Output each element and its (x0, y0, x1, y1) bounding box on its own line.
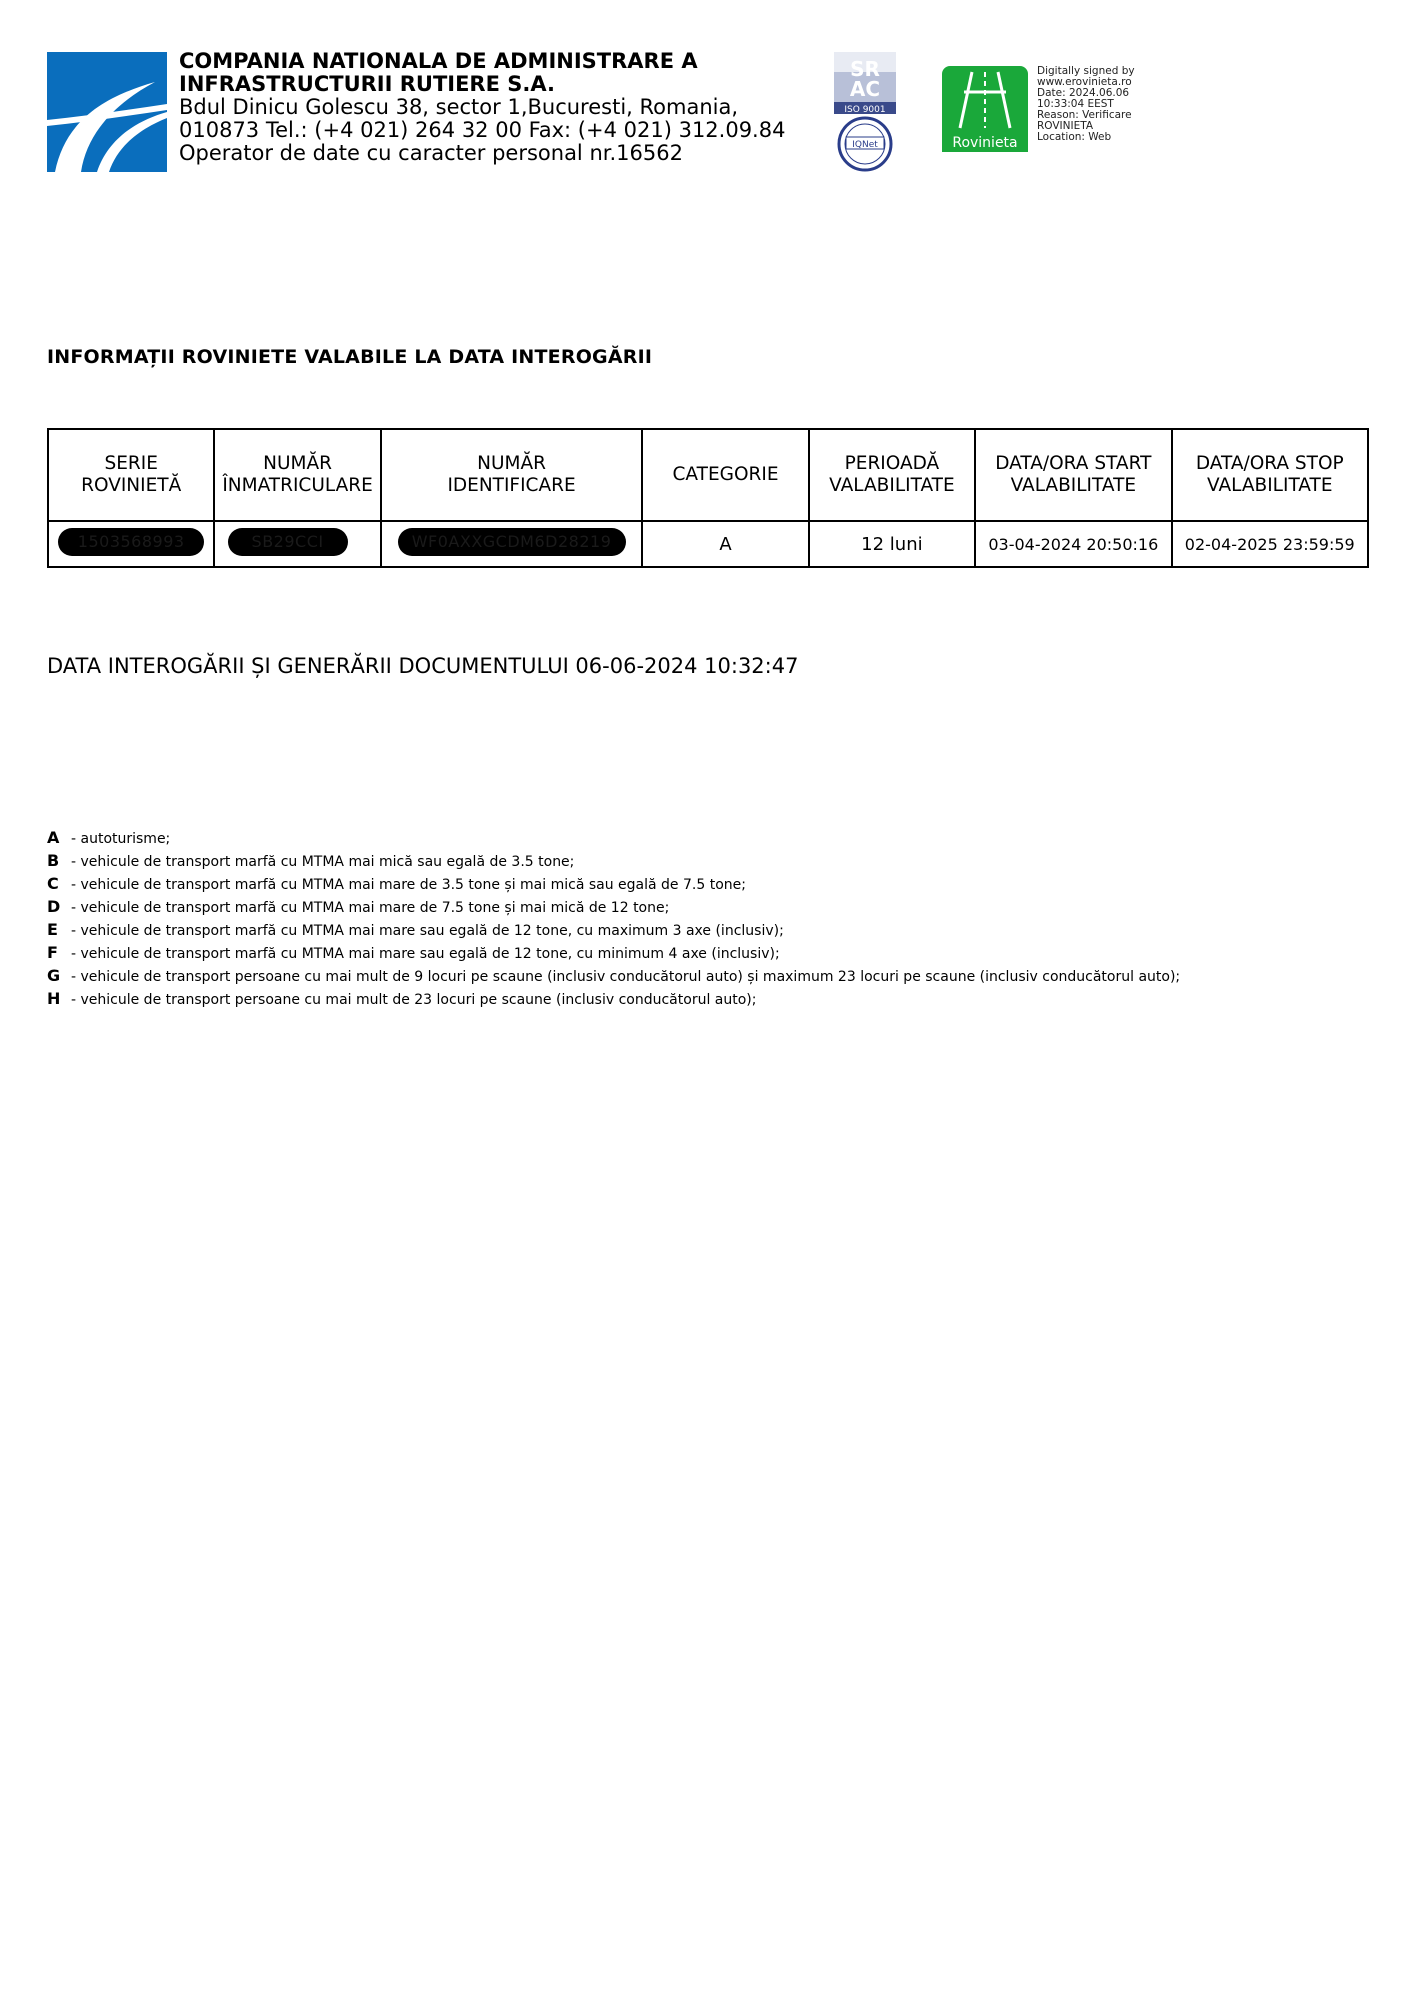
svg-text:SR: SR (850, 57, 880, 81)
cell-numar-inmatriculare (214, 521, 380, 567)
header-perioada: PERIOADĂ VALABILITATE (809, 429, 975, 521)
company-address-line1: Bdul Dinicu Golescu 38, sector 1,Bucuresti, Romania, (179, 95, 739, 119)
digital-signature (1037, 66, 1157, 143)
legend-item (47, 918, 1180, 941)
company-address-line2: 010873 Tel.: (+4 021) 264 32 00 Fax: (+4 021) 312.09.84 (179, 118, 786, 142)
signature-line: 10:33:04 EEST (1037, 98, 1114, 110)
legend-text: - vehicule de transport marfă cu MTMA mai mare sau egală de 12 tone, cu maximum 3 axe (inclusiv); (71, 923, 784, 939)
cnair-logo (47, 52, 167, 172)
legend-key: C (47, 874, 59, 893)
signature-line: Digitally signed by (1037, 65, 1135, 77)
rovinieta-table (47, 428, 1369, 568)
company-name-line1: COMPANIA NATIONALA DE ADMINISTRARE A (179, 49, 698, 73)
cell-perioada: 12 luni (809, 521, 975, 567)
legend-key: B (47, 851, 60, 870)
cell-start: 03-04-2024 20:50:16 (975, 521, 1171, 567)
legend-key: H (47, 989, 61, 1008)
legend-item (47, 964, 1180, 987)
legend-text: - vehicule de transport persoane cu mai mult de 9 locuri pe scaune (inclusiv conducătorul auto) și maximum 23 locuri pe scaune (inclusiv conducătorul auto); (71, 969, 1181, 985)
query-date: DATA INTEROGĂRII ȘI GENERĂRII DOCUMENTULUI 06-06-2024 10:32:47 (47, 654, 799, 678)
redacted-numar-inmatriculare: SB29CCI (228, 528, 348, 556)
redacted-numar-identificare: WF0AXXGCDM6D28219 (398, 528, 626, 556)
header-numar-identificare: NUMĂR IDENTIFICARE (381, 429, 643, 521)
legend-text: - vehicule de transport marfă cu MTMA mai mare de 3.5 tone și mai mică sau egală de 7.5 tone; (71, 877, 746, 893)
document-header (47, 49, 1367, 182)
legend-item (47, 849, 1180, 872)
company-info (179, 50, 819, 165)
signature-line: www.erovinieta.ro (1037, 76, 1132, 88)
legend-text: - vehicule de transport persoane cu mai mult de 23 locuri pe scaune (inclusiv conducătorul auto); (71, 992, 757, 1008)
legend-item (47, 872, 1180, 895)
svg-text:ISO 9001: ISO 9001 (844, 105, 886, 115)
header-categorie: CATEGORIE (642, 429, 808, 521)
signature-line: Location: Web (1037, 131, 1112, 143)
legend-key: E (47, 920, 58, 939)
legend-text: - vehicule de transport marfă cu MTMA mai mică sau egală de 3.5 tone; (71, 854, 575, 870)
cell-stop: 02-04-2025 23:59:59 (1172, 521, 1368, 567)
signature-line: ROVINIETA (1037, 120, 1094, 132)
svg-text:IQNet: IQNet (852, 140, 878, 150)
company-name-line2: INFRASTRUCTURII RUTIERE S.A. (179, 72, 555, 96)
cell-categorie: A (642, 521, 808, 567)
signature-line: Reason: Verificare (1037, 109, 1132, 121)
table-row (48, 521, 1368, 567)
category-legend (47, 826, 1180, 1010)
table-header-row (48, 429, 1368, 521)
legend-item (47, 826, 1180, 849)
redacted-serie: 1503568993 (58, 528, 204, 556)
header-numar-inmatriculare: NUMĂR ÎNMATRICULARE (214, 429, 380, 521)
legend-text: - vehicule de transport marfă cu MTMA mai mare de 7.5 tone și mai mică de 12 tone; (71, 900, 670, 916)
svg-text:AC: AC (849, 77, 881, 101)
cell-numar-identificare (381, 521, 643, 567)
legend-key: D (47, 897, 61, 916)
legend-key: A (47, 828, 60, 847)
legend-text: - vehicule de transport marfă cu MTMA mai mare sau egală de 12 tone, cu minimum 4 axe (inclusiv); (71, 946, 780, 962)
legend-item (47, 941, 1180, 964)
header-stop: DATA/ORA STOP VALABILITATE (1172, 429, 1368, 521)
header-serie: SERIE ROVINIETĂ (48, 429, 214, 521)
legend-key: F (47, 943, 58, 962)
cell-serie (48, 521, 214, 567)
legend-item (47, 987, 1180, 1010)
operator-line: Operator de date cu caracter personal nr.16562 (179, 141, 683, 165)
legend-key: G (47, 966, 61, 985)
svg-text:Rovinieta: Rovinieta (952, 135, 1018, 151)
legend-item (47, 895, 1180, 918)
signature-line: Date: 2024.06.06 (1037, 87, 1130, 99)
rovinieta-logo (942, 66, 1028, 152)
section-title: INFORMAȚII ROVINIETE VALABILE LA DATA INTEROGĂRII (47, 346, 653, 368)
srac-iso-logo (832, 52, 898, 172)
header-start: DATA/ORA START VALABILITATE (975, 429, 1171, 521)
legend-text: - autoturisme; (71, 831, 171, 847)
